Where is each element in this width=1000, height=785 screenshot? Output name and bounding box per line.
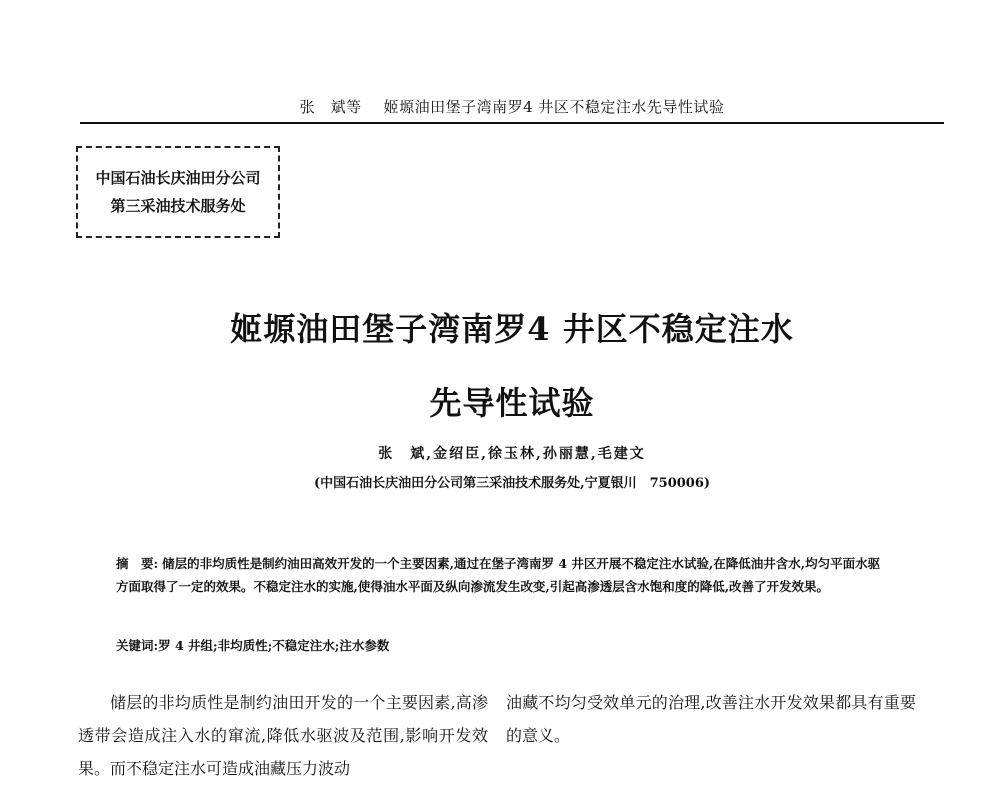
abstract-text: 储层的非均质性是制约油田高效开发的一个主要因素,通过在堡子湾南罗 4 井区开展不稳定注水试验,在降低油井含水,均匀平面水驱方面取得了一定的效果。不稳定注水的实施,使得油水平面及纵向渗流发生改变,引起高渗透层含水饱和度的降低,改善了开发效果。 xyxy=(116,556,881,594)
author-list: 张 斌,金绍臣,徐玉林,孙丽慧,毛建文 xyxy=(378,446,646,462)
article-title-line-2: 先导性试验 xyxy=(429,384,595,422)
keywords xyxy=(116,636,886,654)
institution-stamp xyxy=(76,146,280,238)
affiliation: (中国石油长庆油田分公司第三采油技术服务处,宁夏银川 750006) xyxy=(313,476,711,491)
stamp-line-2: 第三采油技术服务处 xyxy=(110,197,246,215)
keywords-label: 关键词: xyxy=(116,638,159,653)
abstract xyxy=(116,552,886,598)
abstract-label: 摘 要: xyxy=(116,556,159,571)
body-right-column: 油藏不均匀受效单元的治理,改善注水开发效果都具有重要的意义。 xyxy=(506,693,916,745)
running-header-authors: 张 斌等 xyxy=(299,98,362,116)
running-header-title: 姬塬油田堡子湾南罗4 井区不稳定注水先导性试验 xyxy=(383,98,725,116)
running-header xyxy=(80,96,944,117)
stamp-line-1: 中国石油长庆油田分公司 xyxy=(95,169,261,187)
body-left-column: 储层的非均质性是制约油田开发的一个主要因素,高渗透带会造成注入水的窜流,降低水驱波及范围,影响开发效果。而不稳定注水可造成油藏压力波动 xyxy=(78,693,488,778)
header-rule xyxy=(80,122,944,124)
article-title-line-1: 姬塬油田堡子湾南罗4 井区不稳定注水 xyxy=(230,310,794,348)
keywords-text: 罗 4 井组;非均质性;不稳定注水;注水参数 xyxy=(158,638,390,653)
